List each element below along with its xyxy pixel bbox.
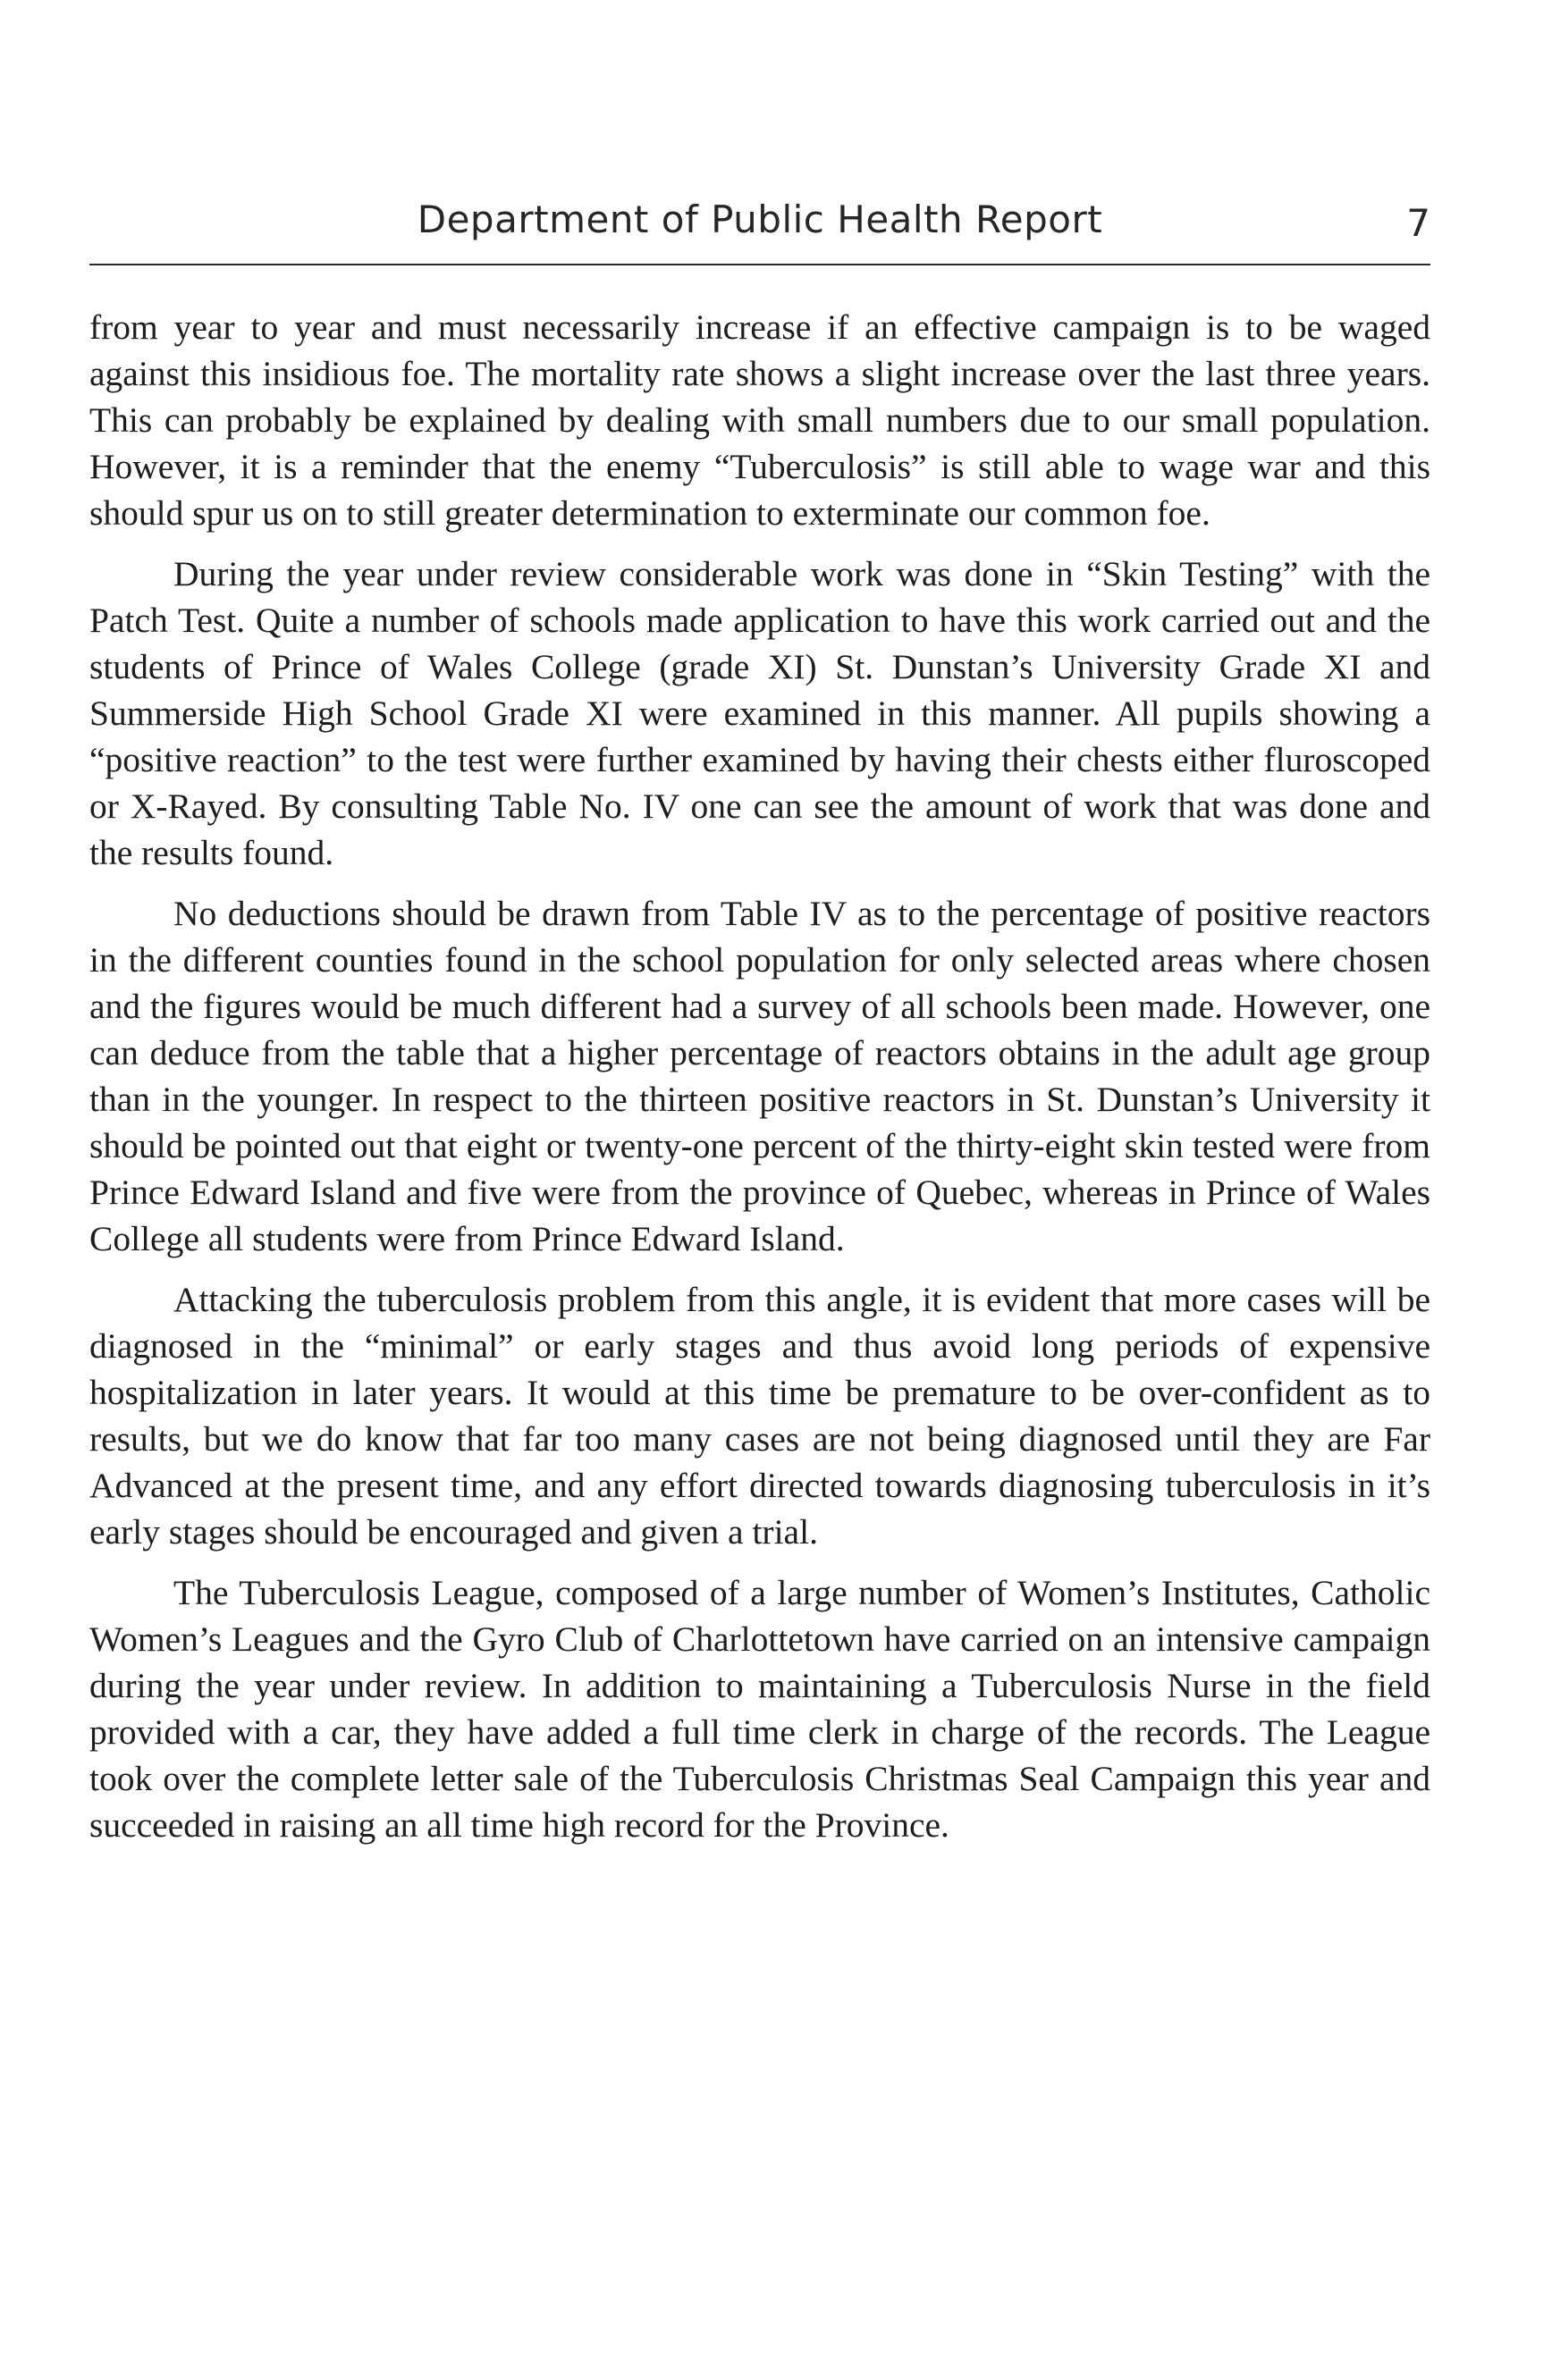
header-rule [89, 264, 1430, 265]
paragraph-tuberculosis-league: The Tuberculosis League, composed of a large number of Women’s Institutes, Catholic Women’s Leagues and the Gyro Club of Charlottetown have carried on an intensive campaign during the year under review. In addition to maintaining a Tuberculosis Nurse in the field provided with a car, they have added a full time clerk in charge of the records. The League took over the complete letter sale of the Tuberculosis Christmas Seal Campaign this year and succeeded in raising an all time high record for the Province. [89, 1573, 1430, 1845]
page-number: 7 [1406, 201, 1430, 245]
running-head [89, 195, 1430, 257]
paragraph-continuation: from year to year and must necessarily increase if an effective campaign is to be waged against this insidious foe. The mortality rate shows a slight increase over the last three years. This can probably be explained by dealing with small numbers due to our small population. However, it is a reminder that the enemy “Tuberculosis” is still able to wage war and this should spur us on to still greater determination to exterminate our common foe. [89, 307, 1430, 533]
paragraph-skin-testing: During the year under review considerable work was done in “Skin Testing” with the Patch Test. Quite a number of schools made application to have this work carried out and the students of Prince of Wales College (grade XI) St. Dunstan’s University Grade XI and Summerside High School Grade XI were examined in this manner. All pupils showing a “positive reaction” to the test were further examined by having their chests either fluroscoped or X-Rayed. By consulting Table No. IV one can see the amount of work that was done and the results found. [89, 554, 1430, 872]
paragraph-table-iv: No deductions should be drawn from Table IV as to the percentage of positive reactors in the different counties found in the school population for only selected areas where chosen and the figures would be much different had a survey of all schools been made. However, one can deduce from the table that a higher percentage of reactors obtains in the adult age group than in the younger. In respect to the thirteen positive reactors in St. Dunstan’s University it should be pointed out that eight or twenty-one percent of the thirty-eight skin tested were from Prince Edward Island and five were from the province of Quebec, whereas in Prince of Wales College all students were from Prince Edward Island. [89, 894, 1430, 1258]
paragraph-early-diagnosis: Attacking the tuberculosis problem from this angle, it is evident that more cases will be diagnosed in the “minimal” or early stages and thus avoid long periods of expensive hospitalization in later years. It would at this time be premature to be over-confident as to results, but we do know that far too many cases are not being diagnosed until they are Far Advanced at the present time, and any effort directed towards diagnosing tuberculosis in it’s early stages should be encouraged and given a trial. [89, 1280, 1430, 1552]
running-title: Department of Public Health Report [417, 198, 1103, 241]
body-text [89, 304, 1430, 1863]
